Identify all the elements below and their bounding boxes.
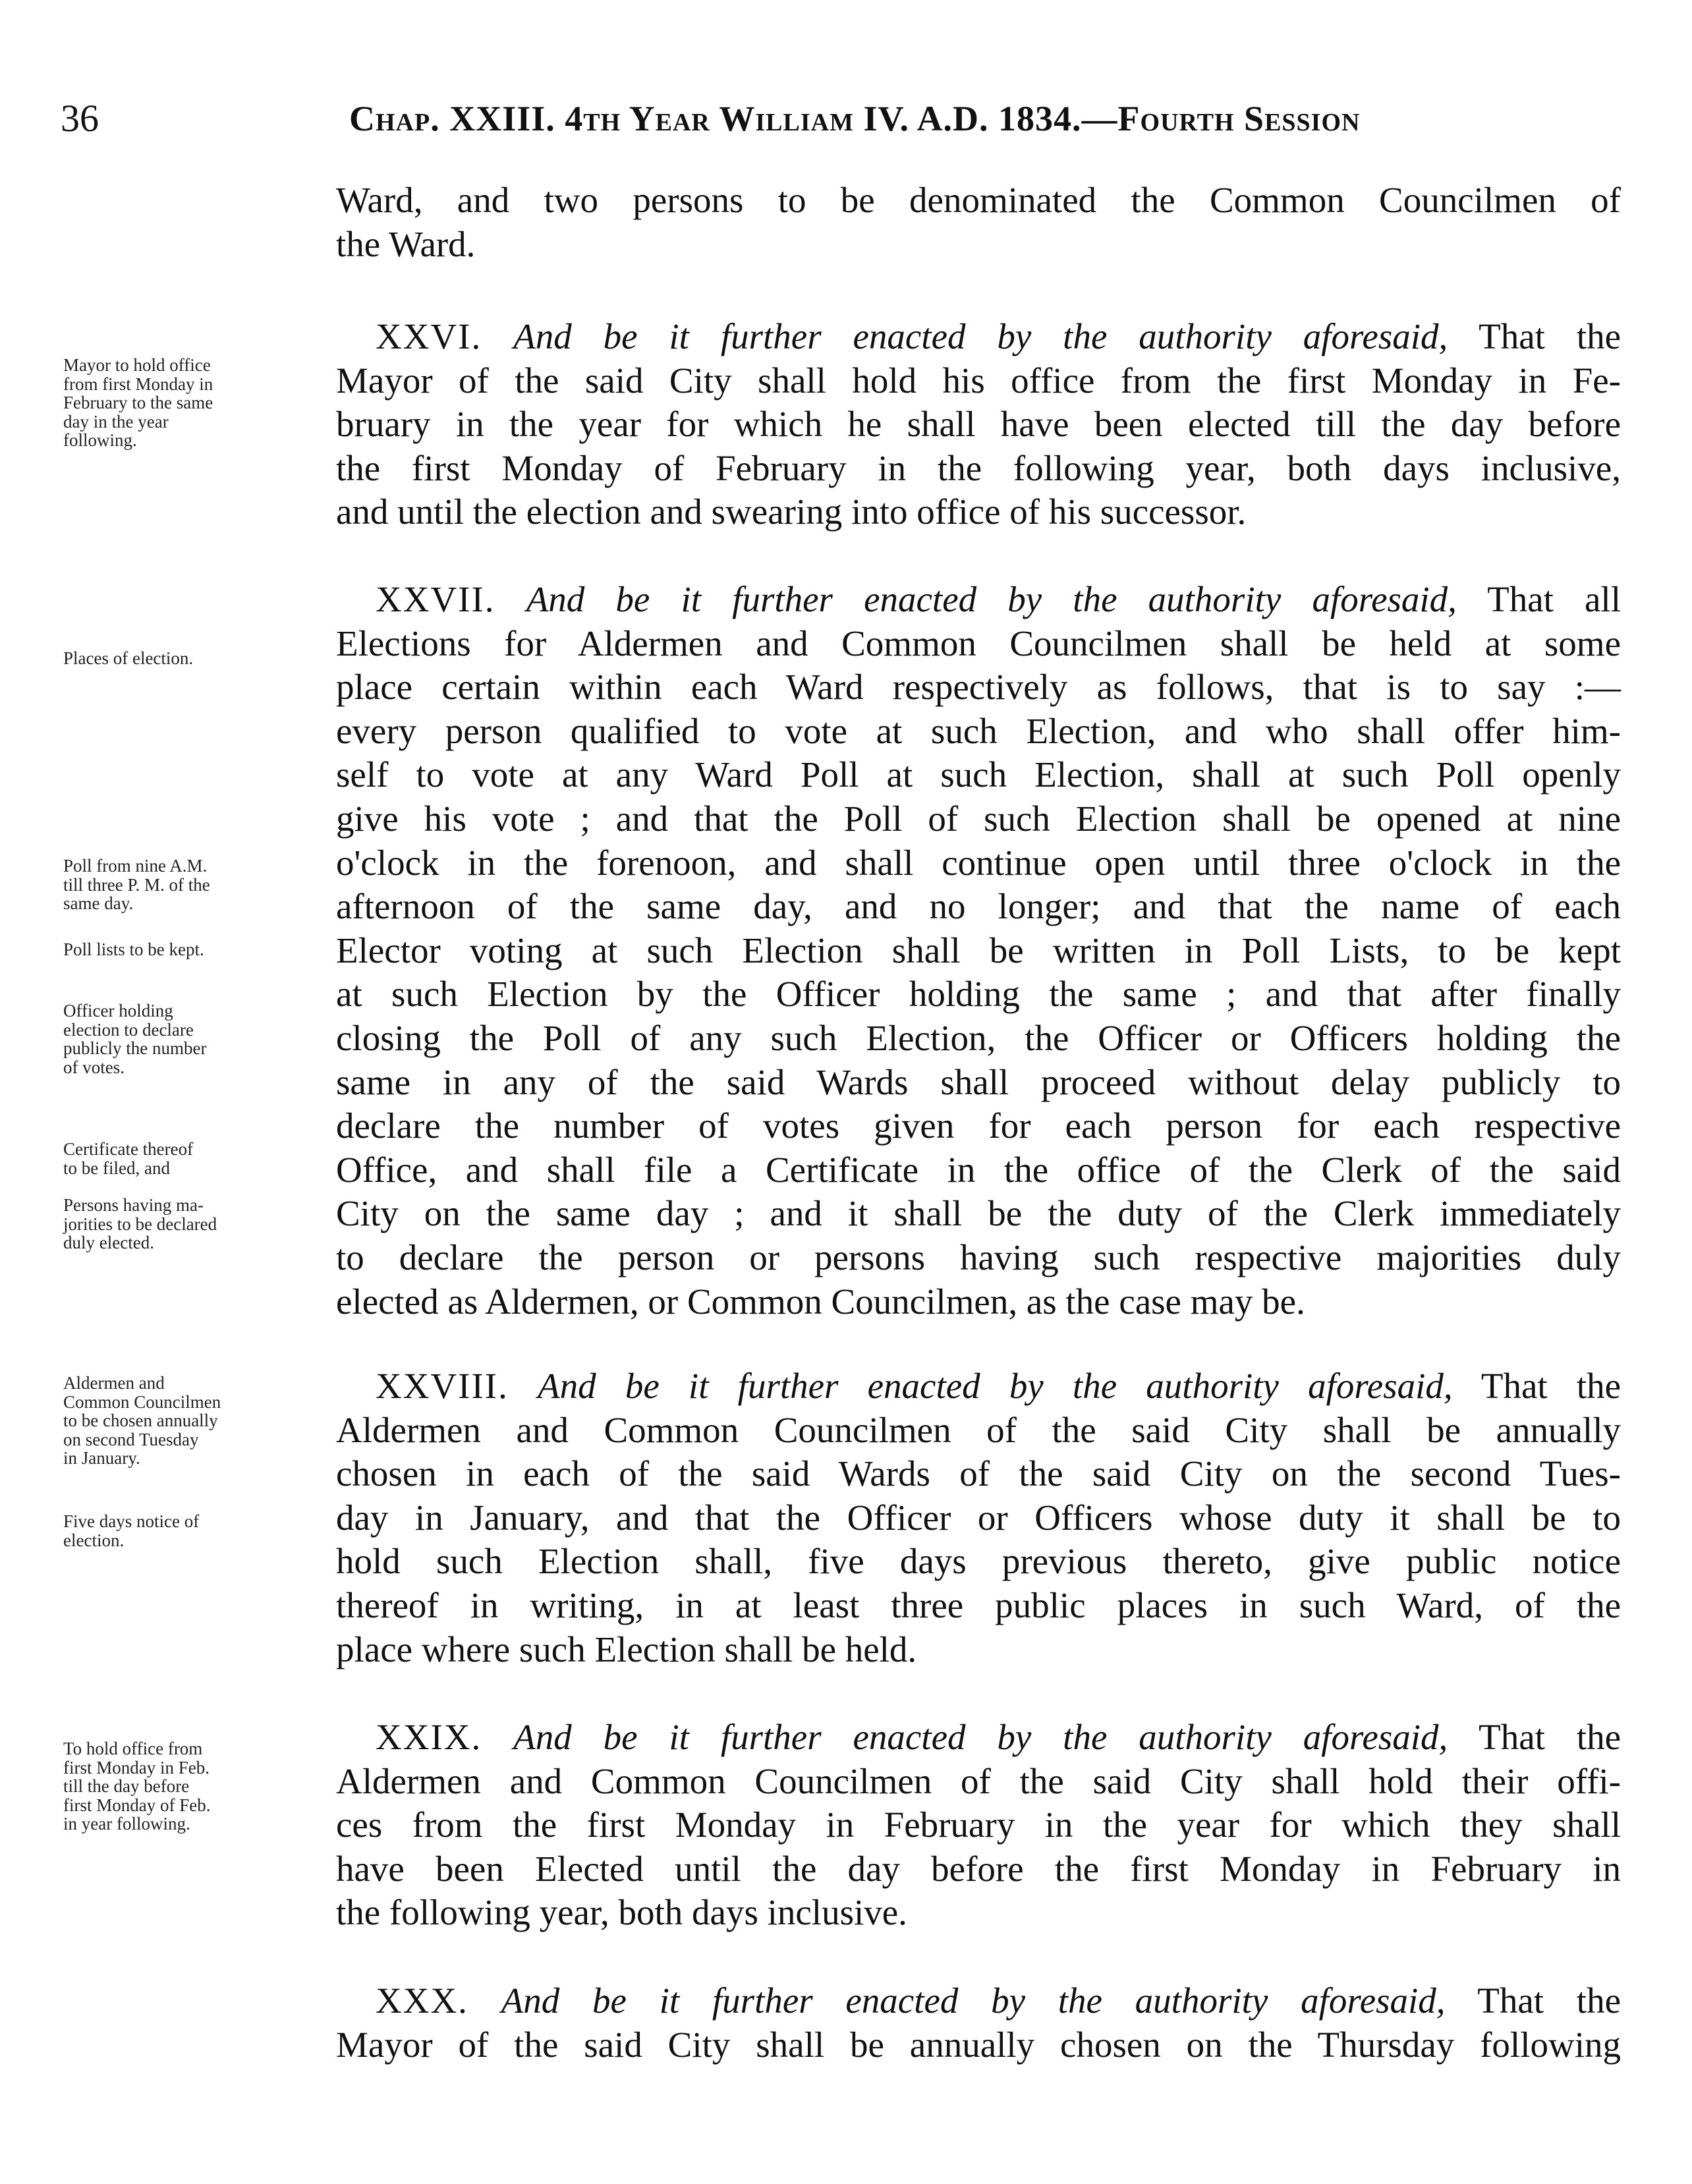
text-line: the first Monday of February in the following year, both days inclusive, [336, 447, 1621, 488]
section-xxvii [336, 578, 1621, 1324]
margin-note-certificate [63, 1140, 327, 1177]
text-line: o'clock in the forenoon, and shall continue open until three o'clock in the [336, 842, 1621, 883]
note-line: Places of election. [63, 648, 194, 668]
note-line: February to the same [63, 393, 213, 412]
continuation-paragraph [336, 179, 1621, 266]
note-line: of votes. [63, 1057, 125, 1077]
note-line: Officer holding [63, 1001, 173, 1021]
margin-note-poll-lists [63, 940, 327, 959]
note-line: Mayor to hold office [63, 355, 211, 375]
margin-note-poll-hours [63, 856, 327, 913]
section-xxvi [336, 315, 1621, 534]
text-fragment: That the [1480, 1366, 1622, 1406]
section-xxix [336, 1716, 1621, 1935]
margin-note-declare-votes [63, 1001, 327, 1077]
section-number: XXVII. [376, 579, 495, 619]
section-first-line [336, 1364, 1621, 1409]
note-line: To hold office from [63, 1739, 203, 1758]
note-line: following. [63, 430, 137, 450]
text-line: day in January, and that the Officer or Officers whose duty it shall be to [336, 1497, 1621, 1538]
text-line: chosen in each of the said Wards of the said City on the second Tues- [336, 1453, 1621, 1494]
text-line: ces from the first Monday in February in the year for which they shall [336, 1805, 1621, 1845]
note-line: Poll from nine A.M. [63, 856, 208, 876]
note-line: on second Tuesday [63, 1429, 199, 1449]
note-line: Common Councilmen [63, 1391, 221, 1412]
text-line: hold such Election shall, five days previous thereto, give public notice [336, 1541, 1621, 1582]
note-line: first Monday of Feb. [63, 1795, 211, 1815]
enacting-clause: And be it further enacted by the authority aforesaid, [526, 579, 1457, 619]
section-number: XXVIII. [376, 1366, 509, 1406]
text-fragment: That the [1477, 1980, 1622, 2021]
text-line: the following year, both days inclusive. [336, 1892, 907, 1933]
text-fragment: That the [1479, 316, 1622, 356]
note-line: duly elected. [63, 1233, 154, 1252]
text-line: Mayor of the said City shall be annually chosen on the Thursday following [336, 2024, 1621, 2065]
section-first-line [336, 578, 1621, 622]
text-line: give his vote ; and that the Poll of such Election shall be opened at nine [336, 798, 1621, 839]
note-line: to be chosen annually [63, 1411, 218, 1430]
text-line: Aldermen and Common Councilmen of the said City shall be annually [336, 1409, 1621, 1450]
text-line: closing the Poll of any such Election, the Officer or Officers holding the [336, 1017, 1621, 1058]
section-number: XXIX. [376, 1717, 482, 1757]
section-number: XXVI. [376, 316, 482, 356]
enacting-clause: And be it further enacted by the authority aforesaid, [513, 316, 1448, 356]
section-first-line [336, 315, 1621, 359]
note-line: Aldermen and [63, 1373, 165, 1393]
text-line: place where such Election shall be held. [336, 1629, 917, 1669]
note-line: till three P. M. of the [63, 874, 210, 895]
note-line: till the day before [63, 1776, 190, 1796]
enacting-clause: And be it further enacted by the authority aforesaid, [501, 1980, 1446, 2021]
note-line: in year following. [63, 1814, 190, 1834]
text-line: to declare the person or persons having such respective majorities duly [336, 1237, 1621, 1277]
text-line: Elector voting at such Election shall be written in Poll Lists, to be kept [336, 930, 1621, 970]
text-line: the Ward. [336, 223, 476, 264]
margin-note-mayor-office [63, 356, 327, 450]
note-line: Persons having ma- [63, 1195, 204, 1215]
text-line: same in any of the said Wards shall proceed without delay publicly to [336, 1061, 1621, 1102]
enacting-clause: And be it further enacted by the authority aforesaid, [538, 1366, 1453, 1406]
margin-note-election-notice [63, 1512, 327, 1550]
note-line: day in the year [63, 411, 169, 432]
section-first-line [336, 1979, 1621, 2023]
text-line: thereof in writing, in at least three public places in such Ward, of the [336, 1584, 1621, 1625]
text-line: bruary in the year for which he shall have been elected till the day before [336, 404, 1621, 445]
page-number: 36 [61, 97, 99, 140]
text-line: afternoon of the same day, and no longer; and that the name of each [336, 886, 1621, 927]
margin-note-aldermen-chosen [63, 1374, 327, 1468]
text-fragment: That the [1479, 1717, 1622, 1757]
text-line: Mayor of the said City shall hold his office from the first Monday in Fe- [336, 360, 1621, 401]
text-line: Elections for Aldermen and Common Councilmen shall be held at some [336, 623, 1621, 663]
text-line: and until the election and swearing into office of his successor. [336, 491, 1247, 532]
note-line: jorities to be declared [63, 1214, 217, 1234]
enacting-clause: And be it further enacted by the authority aforesaid, [513, 1717, 1448, 1757]
text-line: Aldermen and Common Councilmen of the said City shall hold their offi- [336, 1760, 1621, 1801]
section-xxx [336, 1979, 1621, 2067]
text-line: every person qualified to vote at such Election, and who shall offer him- [336, 710, 1621, 751]
text-line: Office, and shall file a Certificate in the office of the Clerk of the said [336, 1149, 1621, 1190]
note-line: same day. [63, 893, 134, 913]
text-line: declare the number of votes given for each person for each respective [336, 1106, 1621, 1146]
note-line: to be filed, and [63, 1158, 170, 1178]
margin-note-places-of-election [63, 649, 327, 668]
text-line: elected as Aldermen, or Common Councilmen, as the case may be. [336, 1281, 1305, 1322]
section-first-line [336, 1716, 1621, 1760]
text-fragment: That all [1487, 579, 1621, 619]
section-number: XXX. [376, 1980, 468, 2021]
section-xxviii [336, 1364, 1621, 1671]
note-line: in January. [63, 1448, 140, 1468]
margin-note-majorities [63, 1196, 327, 1252]
note-line: first Monday in Feb. [63, 1757, 210, 1778]
text-line: have been Elected until the day before the first Monday in February in [336, 1848, 1621, 1889]
note-line: election to declare [63, 1019, 194, 1040]
text-line: Ward, and two persons to be denominated the Common Councilmen of [336, 180, 1621, 220]
note-line: Five days notice of [63, 1511, 200, 1531]
note-line: publicly the number [63, 1038, 207, 1058]
text-line: at such Election by the Officer holding the same ; and that after finally [336, 974, 1621, 1015]
running-header: Chap. XXIII. 4th Year William IV. A.D. 1834.—Fourth Session [349, 99, 1361, 138]
note-line: Poll lists to be kept. [63, 939, 204, 959]
note-line: Certificate thereof [63, 1139, 194, 1159]
text-line: self to vote at any Ward Poll at such Election, shall at such Poll openly [336, 754, 1621, 795]
margin-note-term-of-office [63, 1739, 327, 1834]
text-line: place certain within each Ward respectively as follows, that is to say :— [336, 667, 1621, 708]
note-line: from first Monday in [63, 374, 213, 394]
note-line: election. [63, 1530, 125, 1550]
text-line: City on the same day ; and it shall be the duty of the Clerk immediately [336, 1193, 1621, 1234]
